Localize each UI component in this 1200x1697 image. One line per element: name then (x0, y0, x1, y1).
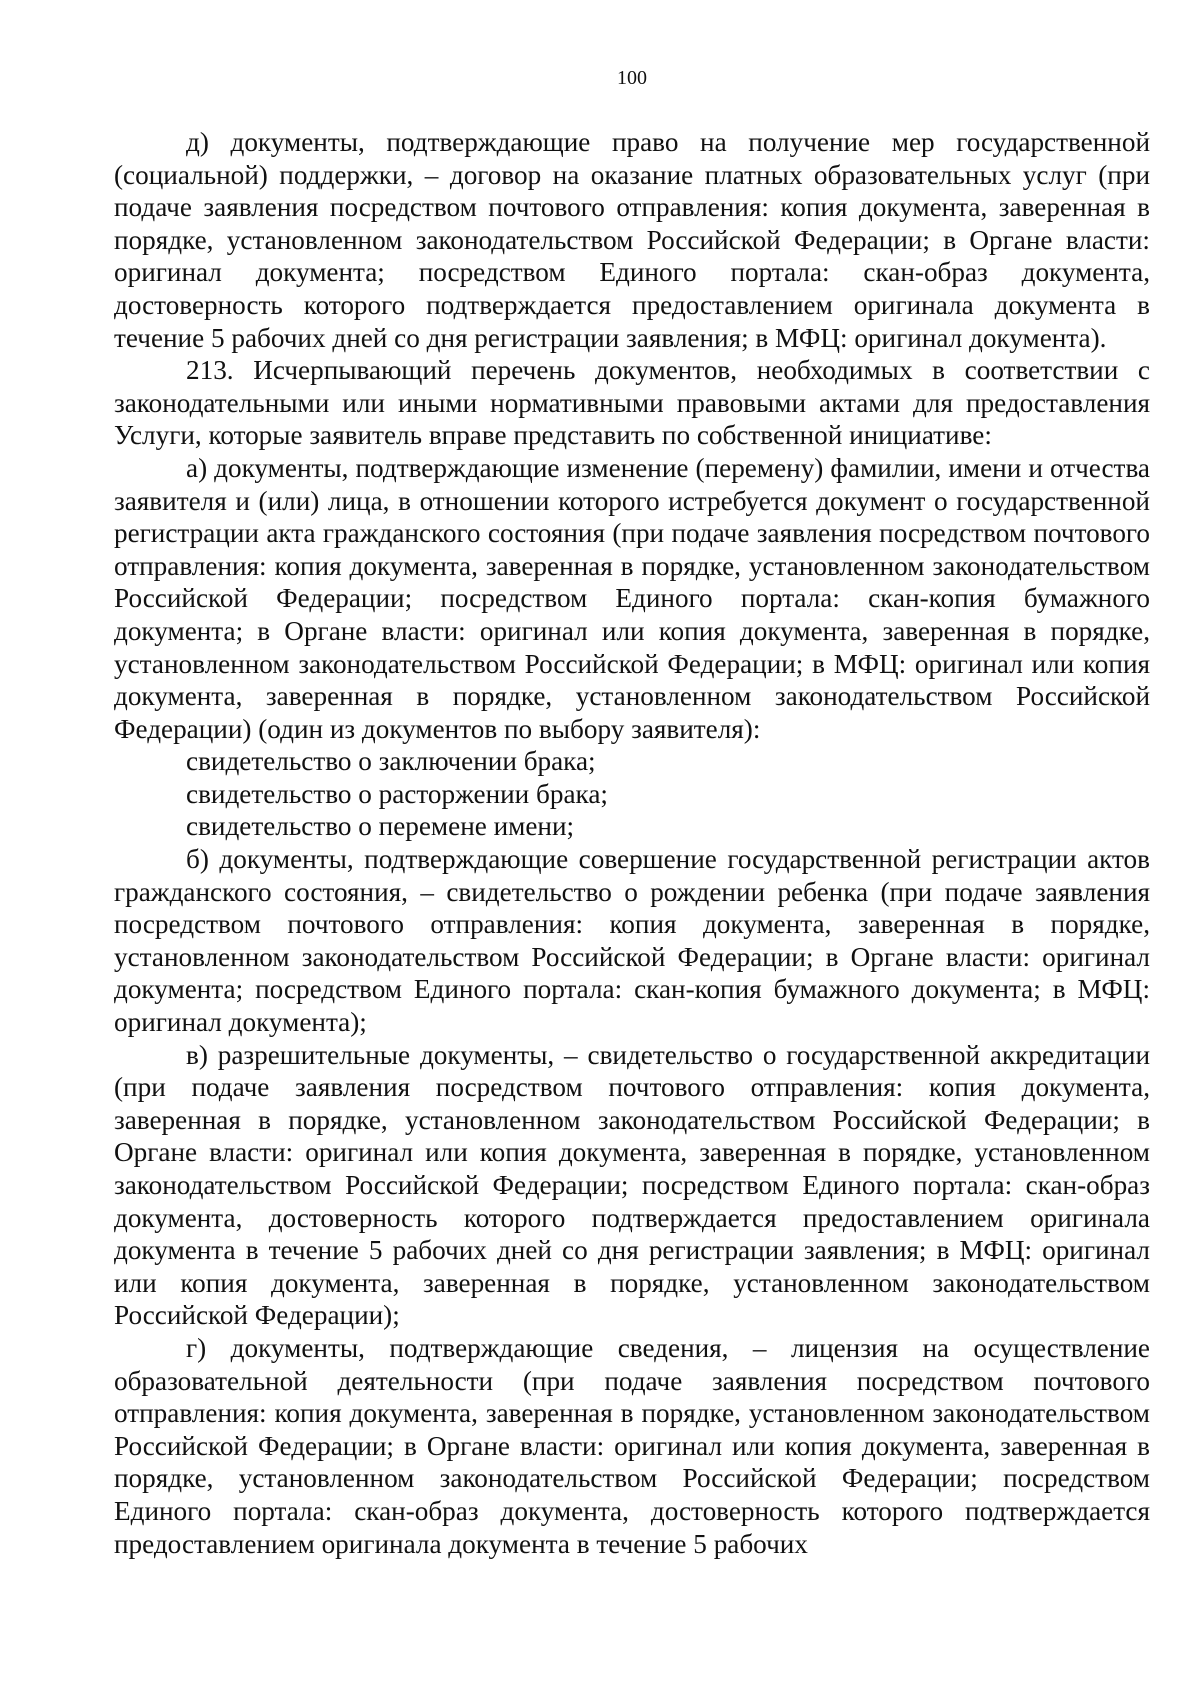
paragraph-213: 213. Исчерпывающий перечень документов, необходимых в соответствии с законодательными или иными нормативными правовыми актами для предоставления Услуги, которые заявитель вправе представить по собственной инициативе: (114, 355, 1150, 451)
page-number: 100 (617, 67, 647, 89)
list-item-name-change: свидетельство о перемене имени; (186, 811, 575, 842)
list-item-divorce: свидетельство о расторжении брака; (186, 778, 608, 809)
paragraph-v: в) разрешительные документы, – свидетельство о государственной аккредитации (при подаче заявления посредством почтового отправления: копия документа, заверенная в порядке, установленном законодательством Российской Федерации; в Органе власти: оригинал или копия документа, заверенная в порядке, установленном законодательством Российской Федерации; посредством Единого портала: скан-образ документа, достоверность которого подтверждается предоставлением оригинала документа в течение 5 рабочих дней со дня регистрации заявления; в МФЦ: оригинал или копия документа, заверенная в порядке, установленном законодательством Российской Федерации); (114, 1039, 1150, 1331)
paragraph-a: а) документы, подтверждающие изменение (перемену) фамилии, имени и отчества заявителя и (или) лица, в отношении которого истребуется документ о государственной регистрации акта гражданского состояния (при подаче заявления посредством почтового отправления: копия документа, заверенная в порядке, установленном законодательством Российской Федерации; посредством Единого портала: скан-копия бумажного документа; в Органе власти: оригинал или копия документа, заверенная в порядке, установленном законодательством Российской Федерации; в МФЦ: оригинал или копия документа, заверенная в порядке, установленном законодательством Российской Федерации) (один из документов по выбору заявителя): (114, 452, 1150, 744)
list-item-marriage: свидетельство о заключении брака; (186, 746, 596, 777)
paragraph-d: д) документы, подтверждающие право на получение мер государственной (социальной) поддержки, – договор на оказание платных образовательных услуг (при подаче заявления посредством почтового отправления: копия документа, заверенная в порядке, установленном законодательством Российской Федерации; в Органе власти: оригинал документа; посредством Единого портала: скан-образ документа, достоверность которого подтверждается предоставлением оригинала документа в течение 5 рабочих дней со дня регистрации заявления; в МФЦ: оригинал документа). (114, 127, 1150, 353)
paragraph-g: г) документы, подтверждающие сведения, – лицензия на осуществление образовательной деятельности (при подаче заявления посредством почтового отправления: копия документа, заверенная в порядке, установленном законодательством Российской Федерации; в Органе власти: оригинал или копия документа, заверенная в порядке, установленном законодательством Российской Федерации; посредством Единого портала: скан-образ документа, достоверность которого подтверждается предоставлением оригинала документа в течение 5 рабочих (114, 1332, 1150, 1559)
paragraph-b: б) документы, подтверждающие совершение государственной регистрации актов гражданского состояния, – свидетельство о рождении ребенка (при подаче заявления посредством почтового отправления: копия документа, заверенная в порядке, установленном законодательством Российской Федерации; в Органе власти: оригинал документа; посредством Единого портала: скан-копия бумажного документа; в МФЦ: оригинал документа); (114, 844, 1150, 1038)
document-body (114, 126, 1150, 1560)
